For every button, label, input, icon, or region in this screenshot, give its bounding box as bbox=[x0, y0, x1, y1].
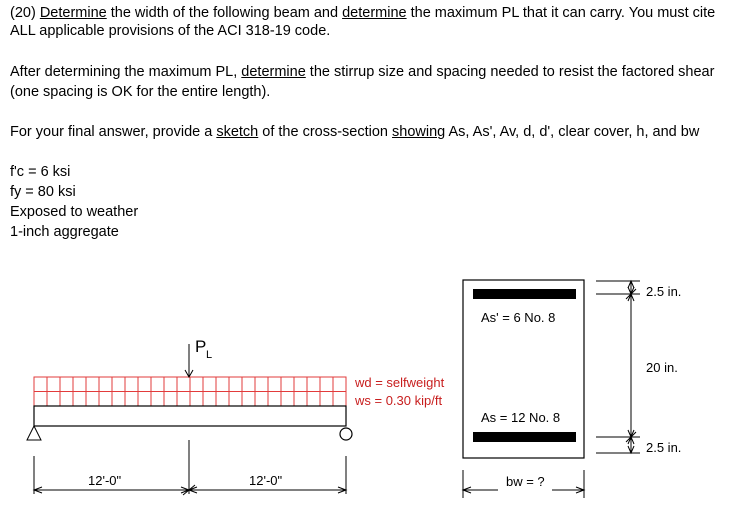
shear-line-2: (one spacing is OK for the entire length). bbox=[10, 84, 271, 100]
roller-support-icon bbox=[340, 428, 352, 440]
shear-text: the stirrup size and spacing needed to resist the factored shear bbox=[305, 64, 715, 80]
keyword-determine-3: determine bbox=[241, 64, 306, 80]
given-fc: f'c = 6 ksi bbox=[10, 164, 71, 180]
sketch-text: of the cross-section bbox=[258, 124, 393, 140]
given-fy: fy = 80 ksi bbox=[10, 184, 76, 200]
pin-support-icon bbox=[27, 426, 41, 440]
span-left-label: 12'-0" bbox=[88, 473, 122, 488]
span-right-label: 12'-0" bbox=[249, 473, 283, 488]
problem-text: the maximum PL that it can carry. You must cite bbox=[406, 5, 716, 21]
height-dimension bbox=[596, 281, 640, 453]
point-load-arrow-icon bbox=[185, 344, 193, 377]
shear-text: After determining the maximum PL, bbox=[10, 64, 242, 80]
sketch-text: For your final answer, provide a bbox=[10, 124, 217, 140]
bottom-steel-label: As = 12 No. 8 bbox=[481, 410, 561, 425]
load-subscript: L bbox=[206, 349, 213, 361]
bottom-rebar-layer bbox=[473, 432, 576, 442]
keyword-determine-2: determine bbox=[342, 5, 407, 21]
superimposed-load-label: ws = 0.30 kip/ft bbox=[355, 393, 443, 408]
given-exposure: Exposed to weather bbox=[10, 204, 139, 220]
bottom-cover-label: 2.5 in. bbox=[646, 440, 682, 455]
cross-section bbox=[463, 280, 584, 458]
given-aggregate: 1-inch aggregate bbox=[10, 224, 119, 240]
problem-number: (20) bbox=[10, 5, 40, 21]
load-label: P bbox=[195, 337, 207, 356]
mid-depth-label: 20 in. bbox=[646, 360, 678, 375]
distributed-load-grid bbox=[34, 377, 346, 406]
keyword-showing: showing bbox=[392, 124, 446, 140]
top-rebar-layer bbox=[473, 289, 576, 299]
top-cover-label: 2.5 in. bbox=[646, 284, 682, 299]
beam bbox=[34, 406, 346, 426]
problem-line-2: ALL applicable provisions of the ACI 318-19 code. bbox=[10, 23, 331, 39]
top-steel-label: As' = 6 No. 8 bbox=[481, 310, 556, 325]
problem-text: the width of the following beam and bbox=[106, 5, 343, 21]
sketch-text: As, As', Av, d, d', clear cover, h, and bw bbox=[445, 124, 700, 140]
dead-load-label: wd = selfweight bbox=[355, 375, 445, 390]
keyword-determine-1: Determine bbox=[39, 5, 107, 21]
keyword-sketch: sketch bbox=[216, 124, 259, 140]
span-dimension bbox=[34, 440, 346, 495]
width-label: bw = ? bbox=[506, 474, 545, 489]
